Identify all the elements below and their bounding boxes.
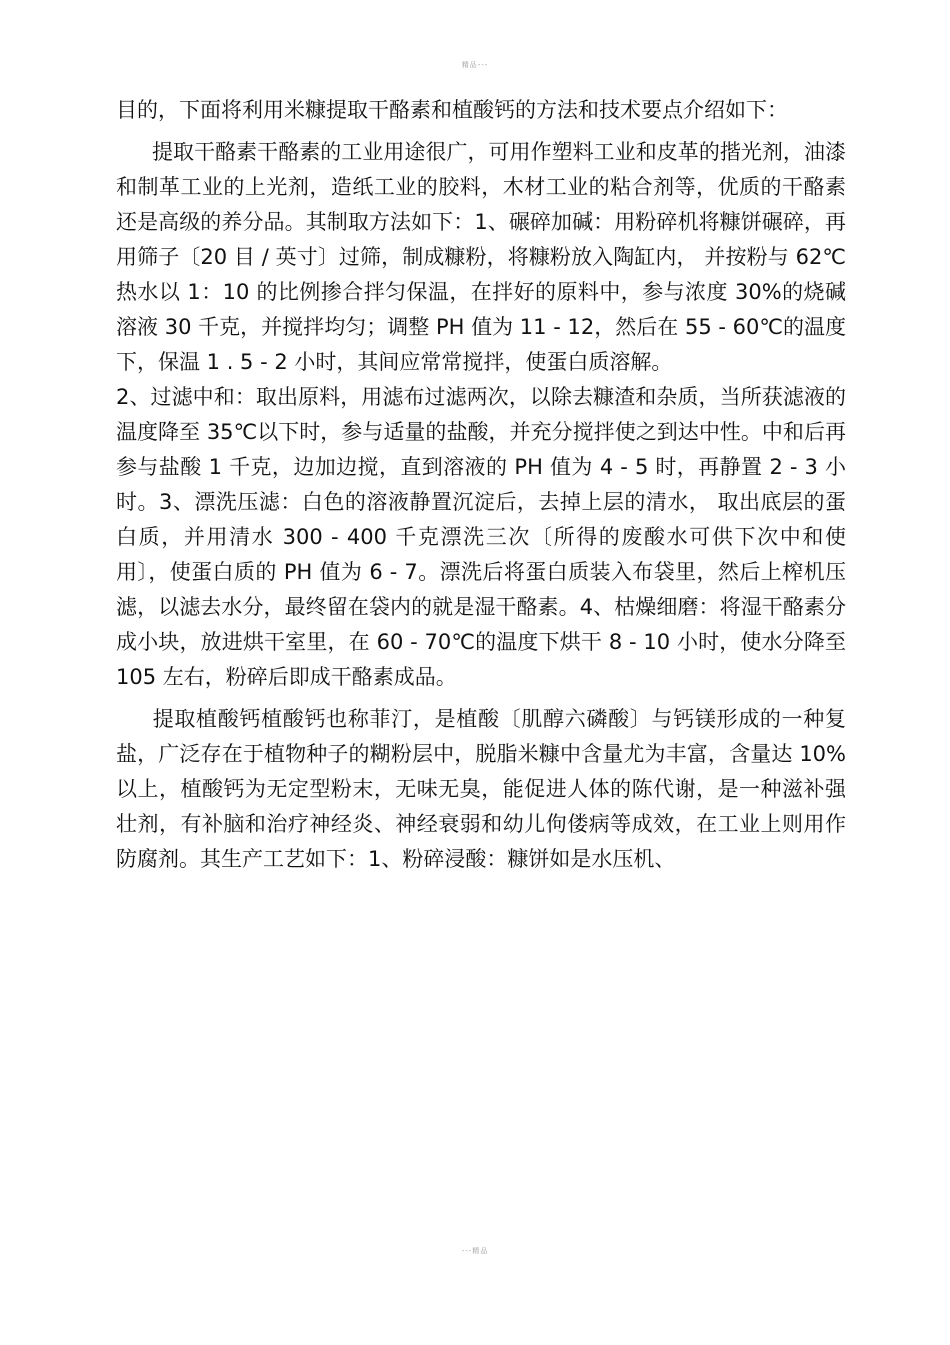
casein-paragraph (116, 135, 846, 380)
intro-paragraph: 目的，下面将利用米糠提取干酪素和植酸钙的方法和技术要点介绍如下： (116, 98, 788, 122)
page-footer: ---精品 (461, 1247, 489, 1255)
page-header: 精品--- (461, 61, 489, 69)
casein-steps-paragraph: 2、过滤中和：取出原料，用滤布过滤两次，以除去糠渣和杂质，当所获滤液的温度降至 35℃以下时，参与适量的盐酸，并充分搅拌使之到达中性。中和后再参与盐酸 1 千克，边加边搅，直到溶液的 PH 值为 4 - 5 时，再静置 2 - 3 小时。3、漂洗压滤：白色的溶液静置沉淀后，去掉上层的清水， 取出底层的蛋白质，并用清水 300 - 400 千克漂洗三次〔所得的废酸水可供下次中和使用〕，使蛋白质的 PH 值为 6 - 7。漂洗后将蛋白质装入布袋里，然后上榨机压滤，以滤去水分，最终留在袋内的就是湿干酪素。4、枯燥细磨：将湿干酪素分成小块，放进烘干室里，在 60 - 70℃的温度下烘干 8 - 10 小时，使水分降至 105 左右，粉碎后即成干酪素成品。 (116, 385, 846, 689)
document-body (116, 93, 846, 877)
phytin-text: 提取植酸钙植酸钙也称菲汀，是植酸〔肌醇六磷酸〕与钙镁形成的一种复盐，广泛存在于植物种子的糊粉层中，脱脂米糠中含量尤为丰富，含量达 10%以上，植酸钙为无定型粉末，无味无臭，能促进人体的陈代谢，是一种滋补强壮剂，有补脑和治疗神经炎、神经衰弱和幼儿佝偻病等成效，在工业上则用作防腐剂。其生产工艺如下：1、粉碎浸酸：糠饼如是水压机、 (116, 707, 846, 871)
casein-text: 提取干酪素干酪素的工业用途很广，可用作塑料工业和皮革的揩光剂，油漆和制革工业的上光剂，造纸工业的胶料，木材工业的粘合剂等，优质的干酪素还是高级的养分品。其制取方法如下：1、碾碎加碱：用粉碎机将糠饼碾碎，再用筛子〔20 目 / 英寸〕过筛，制成糠粉，将糠粉放入陶缸内， 并按粉与 62℃热水以 1：10 的比例掺合拌匀保温，在拌好的原料中，参与浓度 30%的烧碱溶液 30 千克，并搅拌均匀；调整 PH 值为 11 - 12，然后在 55 - 60℃的温度下，保温 1 . 5 - 2 小时，其间应常常搅拌，使蛋白质溶解。 (116, 140, 846, 374)
phytin-paragraph (116, 702, 846, 877)
